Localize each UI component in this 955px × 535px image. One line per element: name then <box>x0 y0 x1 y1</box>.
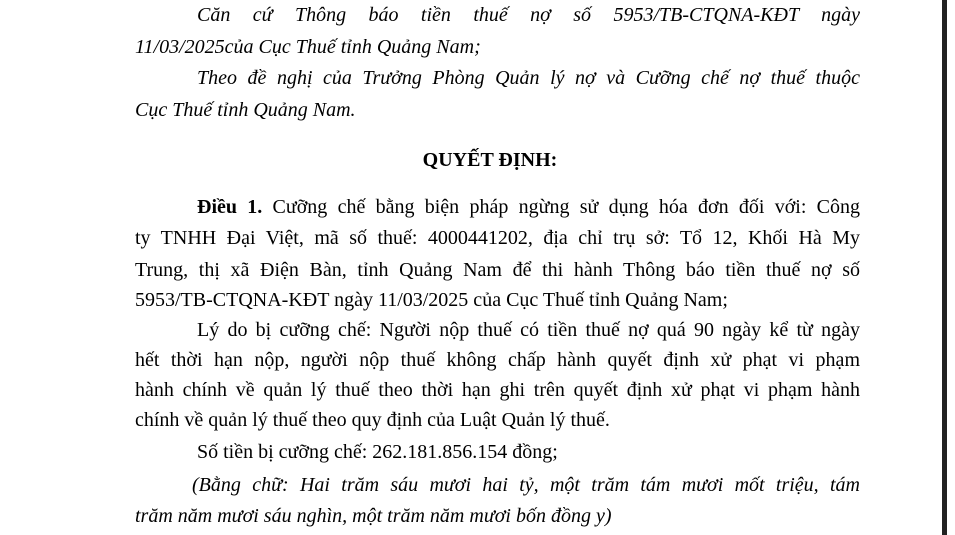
preamble-line: Cục Thuế tỉnh Quảng Nam. <box>135 99 356 121</box>
decision-title: QUYẾT ĐỊNH: <box>422 149 558 171</box>
preamble-line: Theo đề nghị của Trưởng Phòng Quản lý nợ và Cưỡng chế nợ thuế thuộc <box>197 67 860 89</box>
reason-line: chính về quản lý thuế theo quy định của Luật Quản lý thuế. <box>135 409 610 431</box>
amount-words-line: trăm năm mươi sáu nghìn, một trăm năm mươi bốn đồng y) <box>135 505 612 527</box>
article1-line: Trung, thị xã Điện Bàn, tỉnh Quảng Nam để thi hành Thông báo tiền thuế nợ số <box>135 259 860 281</box>
article-label: Điều 1. <box>197 196 263 218</box>
amount-line: Số tiền bị cưỡng chế: 262.181.856.154 đồng; <box>197 441 558 463</box>
article1-line: ty TNHH Đại Việt, mã số thuế: 4000441202, địa chỉ trụ sở: Tổ 12, Khối Hà My <box>135 227 860 249</box>
reason-line: hành chính về quản lý thuế theo thời hạn ghi trên quyết định xử phạt vi phạm hành <box>135 379 860 401</box>
preamble-line: 11/03/2025của Cục Thuế tỉnh Quảng Nam; <box>135 36 481 58</box>
reason-line: hết thời hạn nộp, người nộp thuế không chấp hành quyết định xử phạt vi phạm <box>135 349 860 371</box>
article1-line <box>197 195 860 219</box>
reason-line: Lý do bị cưỡng chế: Người nộp thuế có tiền thuế nợ quá 90 ngày kể từ ngày <box>197 319 860 341</box>
article1-text: Cưỡng chế bằng biện pháp ngừng sử dụng hóa đơn đối với: Công <box>262 196 861 218</box>
article1-line: 5953/TB-CTQNA-KĐT ngày 11/03/2025 của Cục Thuế tỉnh Quảng Nam; <box>135 289 728 311</box>
amount-words-line: (Bằng chữ: Hai trăm sáu mươi hai tỷ, một trăm tám mươi mốt triệu, tám <box>192 474 860 496</box>
page-edge-divider <box>942 0 947 535</box>
preamble-line: Căn cứ Thông báo tiền thuế nợ số 5953/TB-CTQNA-KĐT ngày <box>197 4 860 26</box>
